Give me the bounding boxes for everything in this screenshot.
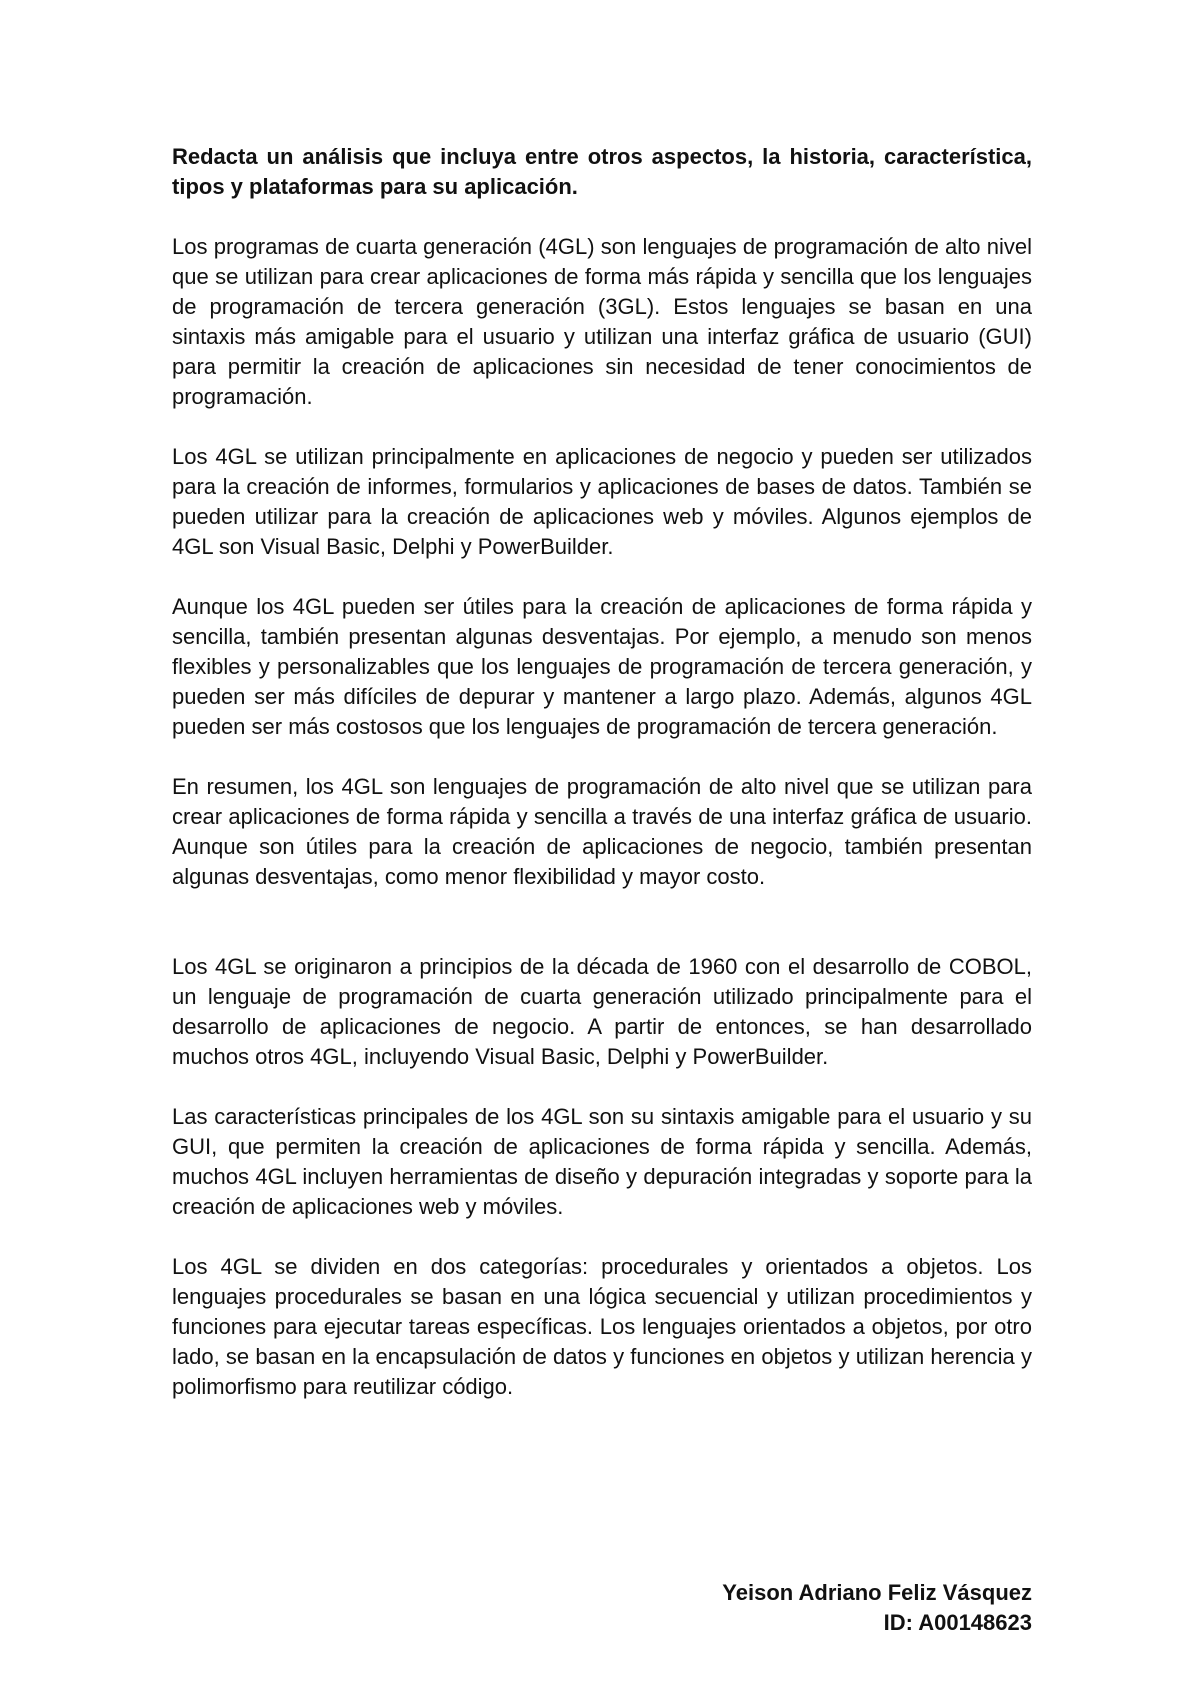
paragraph-characteristics: Las características principales de los 4GL son su sintaxis amigable para el usuario y su GUI, que permiten la creación de aplicaciones de forma rápida y sencilla. Además, muchos 4GL incluyen herramientas de diseño y depuración integradas y soporte para la creación de aplicaciones web y móviles.	[172, 1104, 1032, 1219]
document-heading: Redacta un análisis que incluya entre otros aspectos, la historia, característica, tipos y plataformas para su aplicación.	[172, 144, 1032, 199]
paragraph-intro: Los programas de cuarta generación (4GL) son lenguajes de programación de alto nivel que se utilizan para crear aplicaciones de forma más rápida y sencilla que los lenguajes de programación de tercera generación (3GL). Estos lenguajes se basan en una sintaxis más amigable para el usuario y utilizan una interfaz gráfica de usuario (GUI) para permitir la creación de aplicaciones sin necesidad de tener conocimientos de programación.	[172, 234, 1032, 409]
paragraph-disadvantages: Aunque los 4GL pueden ser útiles para la creación de aplicaciones de forma rápida y sencilla, también presentan algunas desventajas. Por ejemplo, a menudo son menos flexibles y personalizables que los lenguajes de programación de tercera generación, y pueden ser más difíciles de depurar y mantener a largo plazo. Además, algunos 4GL pueden ser más costosos que los lenguajes de programación de tercera generación.	[172, 594, 1032, 739]
signature-block	[722, 1578, 1032, 1638]
paragraph-types: Los 4GL se dividen en dos categorías: procedurales y orientados a objetos. Los lenguajes procedurales se basan en una lógica secuencial y utilizan procedimientos y funciones para ejecutar tareas específicas. Los lenguajes orientados a objetos, por otro lado, se basan en la encapsulación de datos y funciones en objetos y utilizan herencia y polimorfismo para reutilizar código.	[172, 1254, 1032, 1399]
paragraph-uses: Los 4GL se utilizan principalmente en aplicaciones de negocio y pueden ser utilizados para la creación de informes, formularios y aplicaciones de bases de datos. También se pueden utilizar para la creación de aplicaciones web y móviles. Algunos ejemplos de 4GL son Visual Basic, Delphi y PowerBuilder.	[172, 444, 1032, 559]
document-body	[172, 142, 1032, 1432]
paragraph-summary: En resumen, los 4GL son lenguajes de programación de alto nivel que se utilizan para crear aplicaciones de forma rápida y sencilla a través de una interfaz gráfica de usuario. Aunque son útiles para la creación de aplicaciones de negocio, también presentan algunas desventajas, como menor flexibilidad y mayor costo.	[172, 774, 1032, 889]
paragraph-history: Los 4GL se originaron a principios de la década de 1960 con el desarrollo de COBOL, un lenguaje de programación de cuarta generación utilizado principalmente para el desarrollo de aplicaciones de negocio. A partir de entonces, se han desarrollado muchos otros 4GL, incluyendo Visual Basic, Delphi y PowerBuilder.	[172, 954, 1032, 1069]
author-id: ID: A00148623	[883, 1610, 1032, 1635]
author-name: Yeison Adriano Feliz Vásquez	[722, 1580, 1032, 1605]
